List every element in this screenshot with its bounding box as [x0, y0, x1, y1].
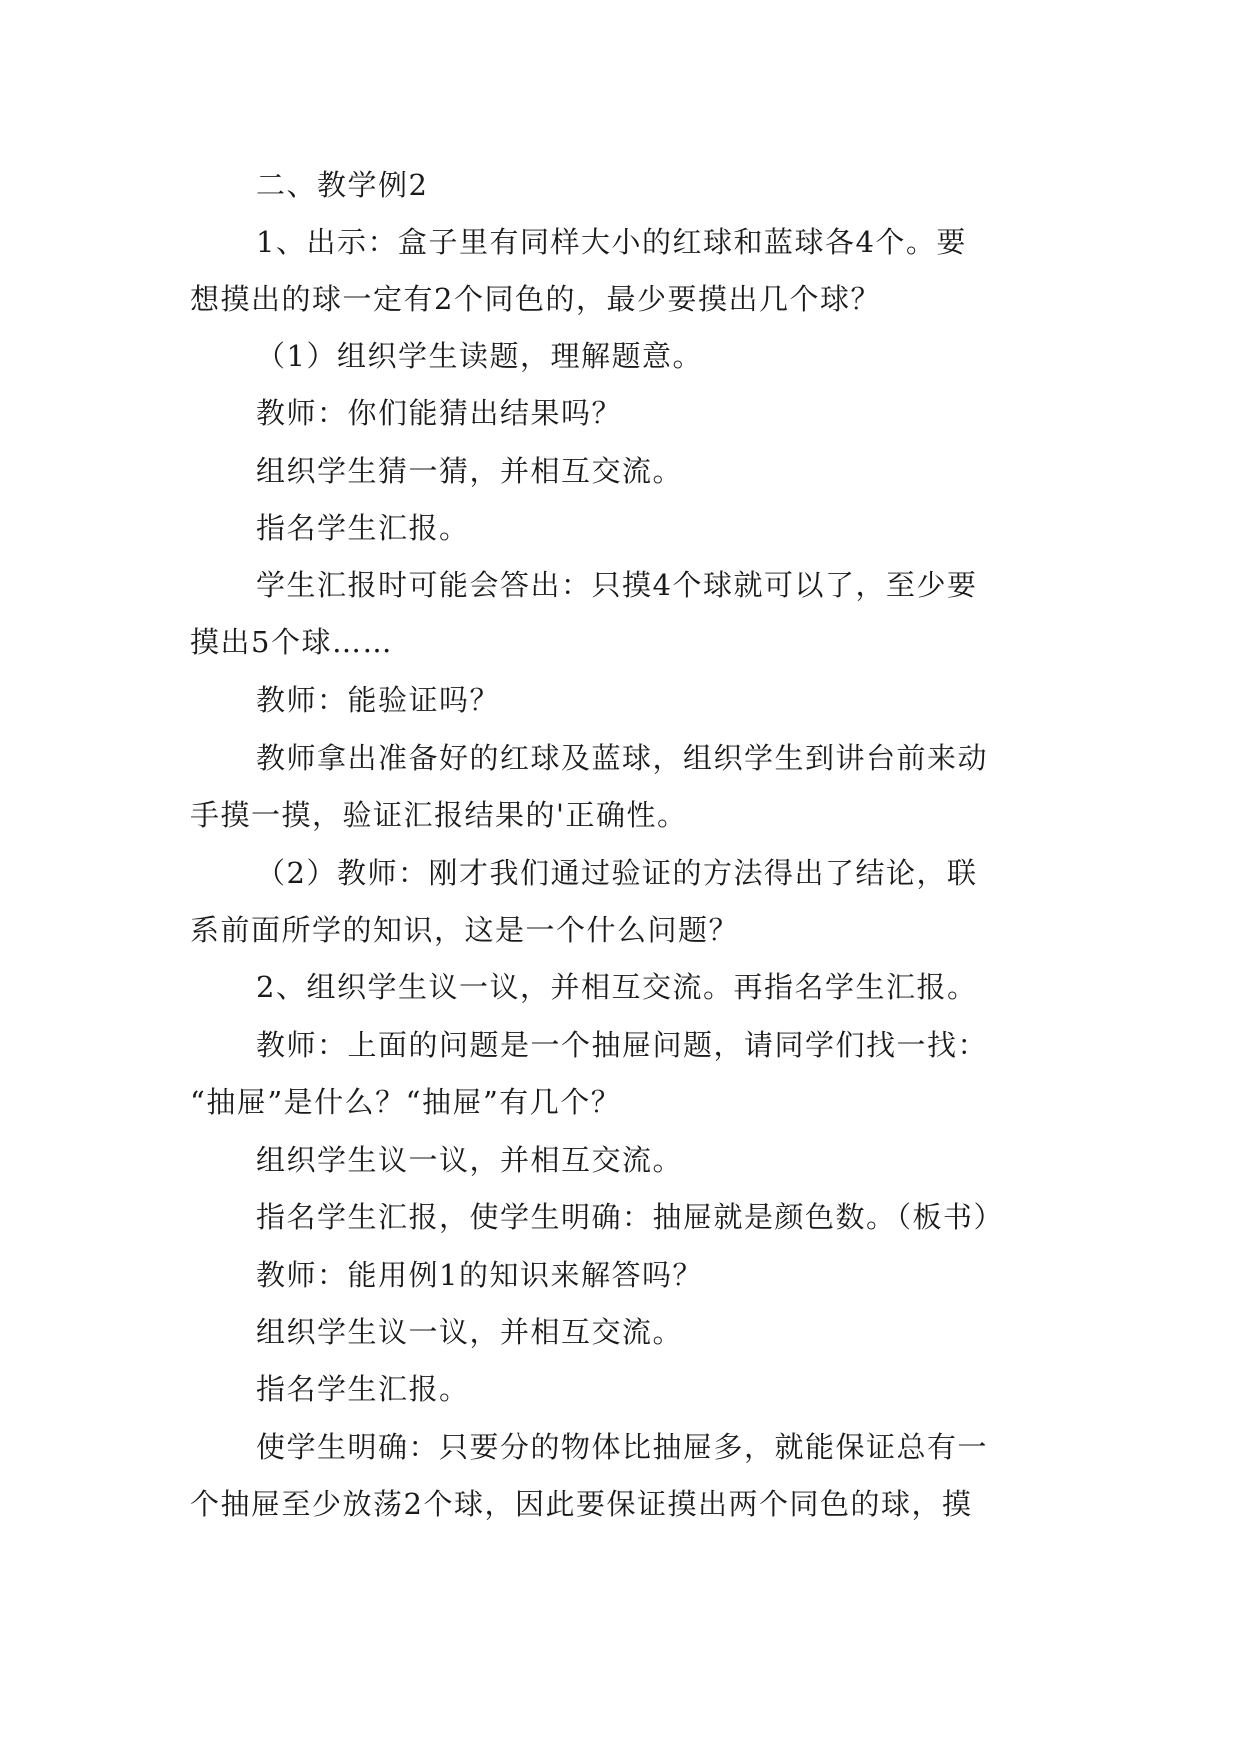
paragraph-line: 系前面所学的知识，这是一个什么问题？ — [190, 913, 740, 947]
paragraph-line: 1、出示：盒子里有同样大小的红球和蓝球各4个。要 — [256, 225, 967, 259]
paragraph-line: 学生汇报时可能会答出：只摸4个球就可以了，至少要 — [256, 568, 978, 602]
section-heading: 二、教学例2 — [256, 168, 429, 202]
paragraph-line: （2）教师：刚才我们通过验证的方法得出了结论，联 — [256, 856, 978, 890]
paragraph-line: 教师：你们能猜出结果吗？ — [256, 396, 623, 430]
paragraph-line: 组织学生猜一猜，并相互交流。 — [256, 454, 684, 488]
paragraph-line: 组织学生议一议，并相互交流。 — [256, 1143, 684, 1177]
paragraph-line: 教师：上面的问题是一个抽屉问题，请同学们找一找： — [256, 1028, 989, 1062]
paragraph-line: 指名学生汇报。 — [256, 511, 470, 545]
paragraph-line: 教师：能用例1的知识来解答吗？ — [256, 1258, 703, 1292]
paragraph-line: 教师拿出准备好的红球及蓝球，组织学生到讲台前来动 — [256, 741, 989, 775]
paragraph-line: 组织学生议一议，并相互交流。 — [256, 1315, 684, 1349]
paragraph-line: 指名学生汇报。 — [256, 1372, 470, 1406]
paragraph-line: “抽屉”是什么？“抽屉”有几个？ — [190, 1085, 622, 1119]
paragraph-line: 使学生明确：只要分的物体比抽屉多，就能保证总有一 — [256, 1430, 989, 1464]
paragraph-line: 教师：能验证吗？ — [256, 683, 501, 717]
paragraph-line: （1）组织学生读题，理解题意。 — [256, 339, 703, 373]
paragraph-line: 个抽屉至少放荡2个球，因此要保证摸出两个同色的球，摸 — [190, 1487, 973, 1521]
paragraph-line: 想摸出的球一定有2个同色的，最少要摸出几个球？ — [190, 282, 881, 316]
paragraph-line: 手摸一摸，验证汇报结果的'正确性。 — [190, 798, 688, 832]
paragraph-line: 指名学生汇报，使学生明确：抽屉就是颜色数。（板书） — [256, 1200, 1005, 1234]
paragraph-line: 2、组织学生议一议，并相互交流。再指名学生汇报。 — [256, 970, 978, 1004]
paragraph-line: 摸出5个球…… — [190, 625, 393, 659]
